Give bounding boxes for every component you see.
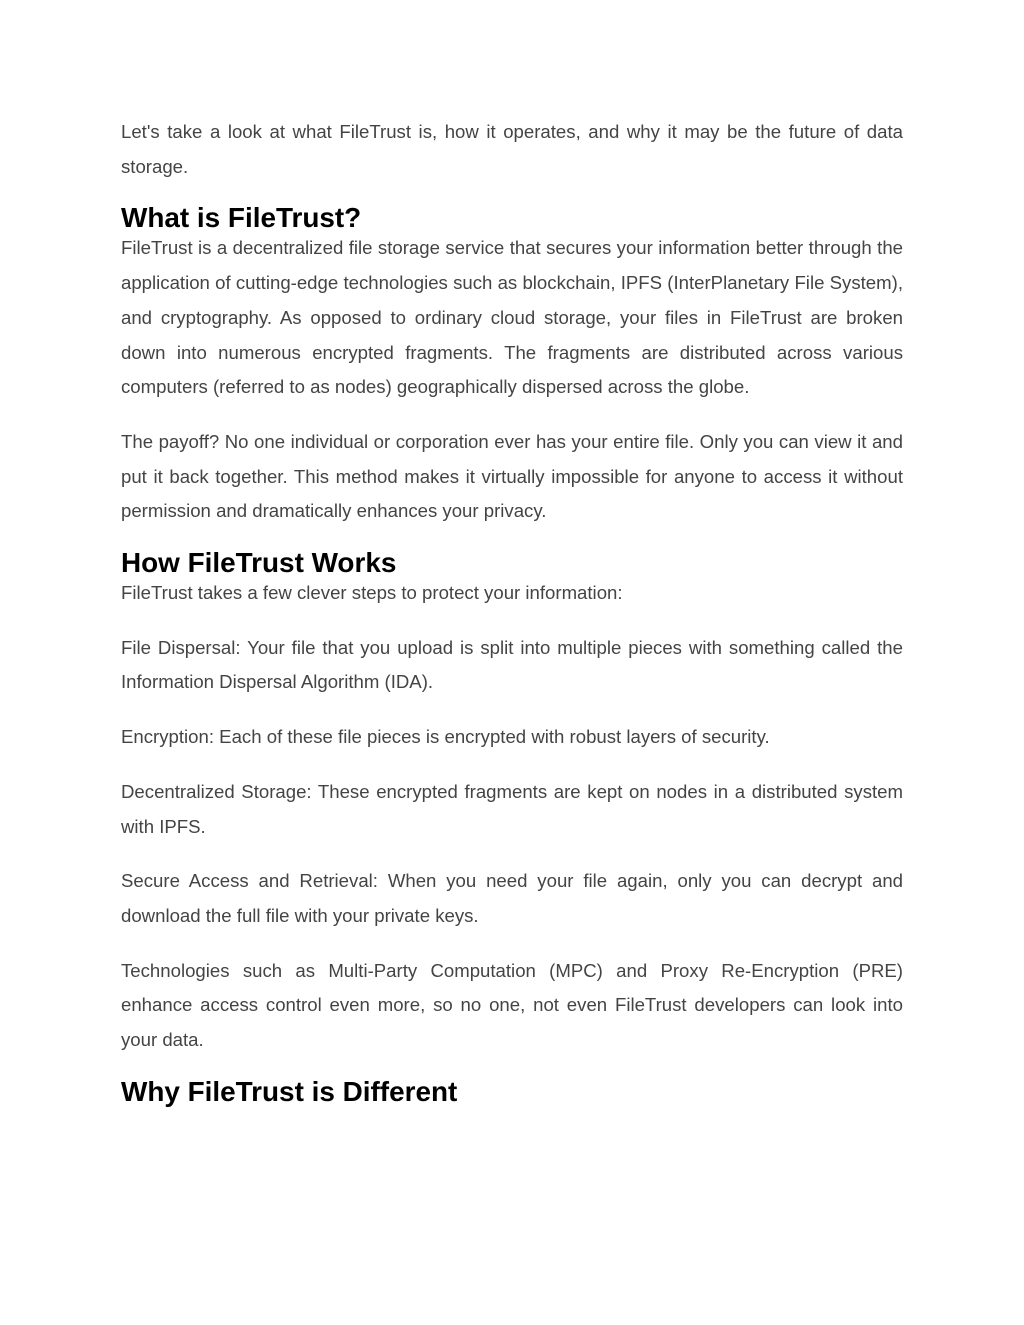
how-paragraph-technologies: Technologies such as Multi-Party Computation (MPC) and Proxy Re-Encryption (PRE) enhance access control even more, so no one, not even FileTrust developers can look into your data.	[121, 959, 903, 1051]
what-paragraph-2: The payoff? No one individual or corporation ever has your entire file. Only you can view it and put it back together. This method makes it virtually impossible for anyone to access it without permission and dramatically enhances your privacy.	[121, 430, 903, 522]
how-paragraph-file-dispersal: File Dispersal: Your file that you upload is split into multiple pieces with something called the Information Dispersal Algorithm (IDA).	[121, 636, 903, 693]
how-paragraph-decentralized-storage: Decentralized Storage: These encrypted fragments are kept on nodes in a distributed system with IPFS.	[121, 780, 903, 837]
how-paragraph-secure-access: Secure Access and Retrieval: When you need your file again, only you can decrypt and download the full file with your private keys.	[121, 870, 903, 926]
heading-how-filetrust-works: How FileTrust Works	[121, 547, 397, 579]
what-paragraph-1: FileTrust is a decentralized file storage service that secures your information better through the application of cutting-edge technologies such as blockchain, IPFS (InterPlanetary File System), and cryptography. As opposed to ordinary cloud storage, your files in FileTrust are broken down into numerous encrypted fragments. The fragments are distributed across various computers (referred to as nodes) geographically dispersed across the globe.	[121, 237, 903, 398]
how-paragraph-1: FileTrust takes a few clever steps to protect your information:	[121, 582, 623, 604]
intro-paragraph: Let's take a look at what FileTrust is, how it operates, and why it may be the future of data storage.	[121, 121, 903, 177]
heading-why-filetrust-different: Why FileTrust is Different	[121, 1075, 458, 1107]
document-page	[121, 115, 903, 1105]
how-paragraph-encryption: Encryption: Each of these file pieces is encrypted with robust layers of security.	[121, 726, 770, 748]
heading-what-is-filetrust: What is FileTrust?	[121, 202, 362, 234]
